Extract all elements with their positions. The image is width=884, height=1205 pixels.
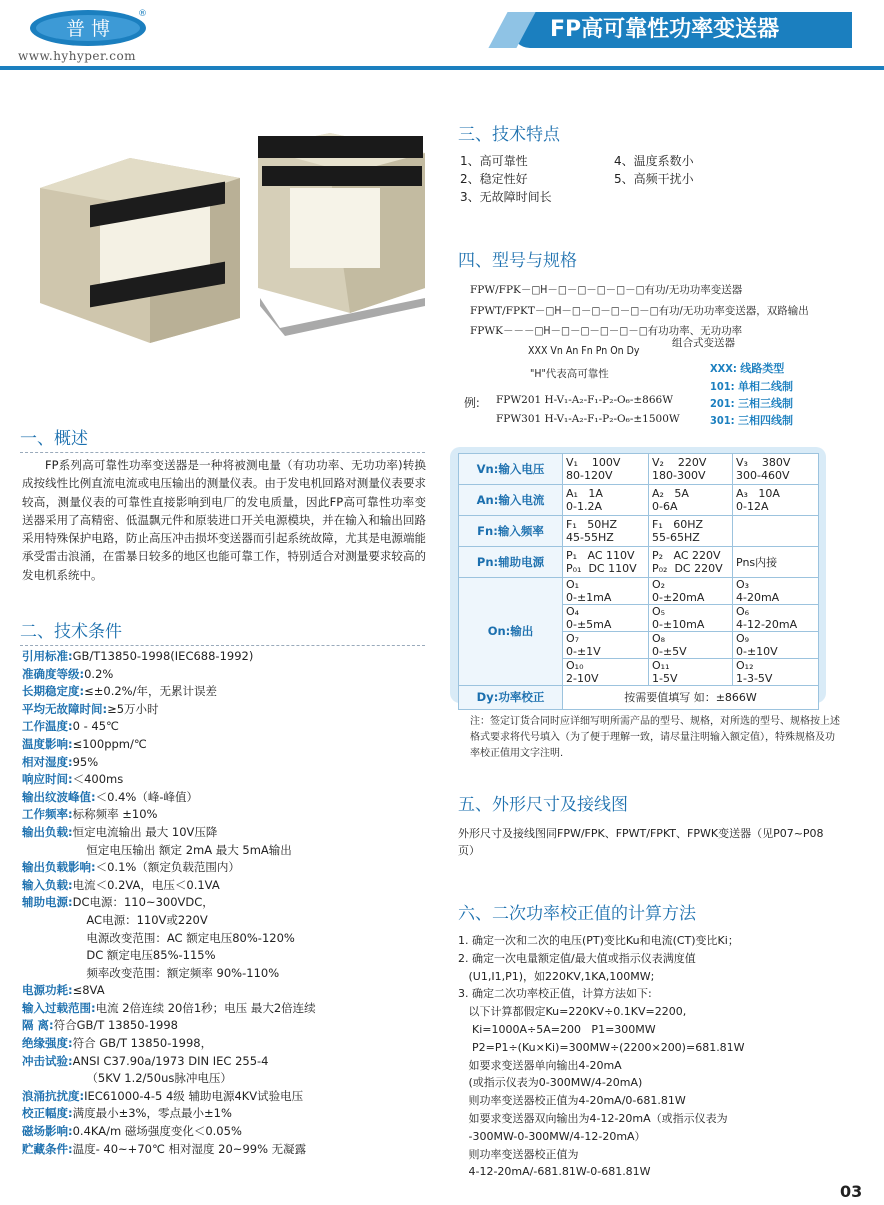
condition-value: GB/T13850-1998(IEC688-1992)	[72, 649, 254, 663]
example-label: 例:	[464, 396, 480, 410]
feature-item: 2、稳定性好	[460, 172, 528, 186]
spec-header: On:输出	[459, 578, 563, 686]
spec-cell: A₁ 1A 0-1.2A	[563, 485, 649, 516]
product-photo	[30, 128, 430, 343]
condition-key: 准确度等级:	[22, 666, 85, 681]
spec-cell: O₃ 4-20mA	[733, 578, 819, 605]
condition-row	[22, 1053, 432, 1071]
condition-row	[22, 683, 432, 701]
model-code: FPWK	[470, 325, 503, 337]
condition-row	[22, 1000, 432, 1018]
model-desc: 有功/无功功率变送器	[644, 284, 743, 296]
xxx-item: 201: 三相三线制	[710, 397, 794, 410]
calc-line: P2=P1÷(Ku×Ki)=300MW÷(2200×200)=681.81W	[458, 1040, 745, 1054]
condition-row	[22, 894, 432, 912]
condition-row	[22, 930, 432, 948]
model-pattern: －□H－□－□－□－□－□	[520, 284, 645, 296]
calc-line: 如要求变送器单向输出4-20mA	[458, 1058, 622, 1072]
condition-value: DC电源：110~300VDC，	[72, 895, 214, 910]
condition-key: 长期稳定度:	[22, 684, 85, 699]
spec-table-panel	[450, 447, 826, 703]
logo-mark: ®	[138, 9, 147, 19]
condition-value: ≥5万小时	[107, 701, 159, 716]
condition-row	[22, 1141, 432, 1159]
spec-cell: F₁ 60HZ 55-65HZ	[649, 516, 733, 547]
spec-cell: O₁₂ 1-3-5V	[733, 659, 819, 686]
condition-key: 校正幅度:	[22, 1106, 73, 1121]
spec-header: Vn:输入电压	[459, 454, 563, 485]
condition-value: 符合 GB/T 13850-1998，	[72, 1036, 213, 1051]
condition-key: 工作温度:	[22, 719, 73, 734]
feature-item: 5、高频干扰小	[614, 172, 694, 186]
condition-row	[22, 1070, 432, 1088]
condition-key: 贮藏条件:	[22, 1141, 73, 1156]
condition-key: 电源功耗:	[22, 983, 73, 998]
device-left	[40, 158, 240, 343]
calc-line: 1. 确定一次和二次的电压(PT)变比Ku和电流(CT)变比Ki；	[458, 934, 739, 947]
spec-cell: V₃ 380V 300-460V	[733, 454, 819, 485]
condition-value: ≤100ppm/℃	[72, 736, 147, 751]
condition-value: 电流＜0.2VA，电压＜0.1VA	[72, 877, 220, 892]
condition-key: 输出负载:	[22, 824, 73, 839]
condition-value: 温度- 40~+70℃ 相对湿度 20~99% 无凝露	[72, 1141, 307, 1156]
calc-line: Ki=1000A÷5A=200 P1=300MW	[458, 1022, 656, 1036]
condition-key: 输出负载影响:	[22, 860, 96, 875]
xxx-item: 301: 三相四线制	[710, 414, 794, 427]
example-line: FPW301 H-V₁-A₂-F₁-P₂-O₆-±1500W	[496, 413, 680, 425]
condition-row	[22, 1105, 432, 1123]
spec-cell: O₈ 0-±5V	[649, 632, 733, 659]
spec-header: Dy:功率校正	[459, 686, 563, 710]
condition-value: 电流 2倍连续 20倍1秒；电压 最大2倍连续	[95, 1000, 316, 1015]
xxx-item: 101: 单相二线制	[710, 380, 794, 393]
features-heading: 三、技术特点	[458, 125, 560, 145]
feature-item: 1、高可靠性	[460, 154, 528, 168]
condition-value: 0.4KA/m 磁场强度变化＜0.05%	[72, 1124, 242, 1139]
calc-line: 如要求变送器双向输出为4-12-20mA（或指示仪表为	[458, 1111, 728, 1125]
condition-key: 浪涌抗扰度:	[22, 1088, 85, 1103]
condition-row	[22, 1017, 432, 1035]
spec-cell: O₇ 0-±1V	[563, 632, 649, 659]
calc-line: (U1,I1,P1)，如220KV,1KA,100MW;	[458, 969, 655, 983]
condition-key: 平均无故障时间:	[22, 701, 108, 716]
spec-cell: O₁₀ 2-10V	[563, 659, 649, 686]
conditions-list	[22, 648, 432, 1158]
condition-value: 恒定电流输出 最大 10V压降	[72, 824, 218, 839]
spec-cell: A₃ 10A 0-12A	[733, 485, 819, 516]
condition-row	[22, 1123, 432, 1141]
condition-key: 输入过载范围:	[22, 1000, 96, 1015]
spec-cell: V₂ 220V 180-300V	[649, 454, 733, 485]
spec-header: Pn:辅助电源	[459, 547, 563, 578]
order-note: 注：签定订货合同时应详细写明所需产品的型号、规格，对所选的型号、规格按上述格式要求将代号填入（为了便于理解一致，请尽量注明输入额定值），特殊规格及功率校正值用文字注明.	[470, 716, 840, 759]
overview-text: FP系列高可靠性功率变送器是一种将被测电量（有功功率、无功功率)转换成按线性比例直流电流或电压输出的测量仪表。由于发电机回路对测量仪表要求较高，测量仪表的可靠性直接影响到电厂的发电质量，因此FP高可靠性功率变送器采用了高精密、低温飘元件和原装进口开关电源模块，并在输入和输出回路采用特殊保护电路，防止高压冲击损坏变送器而引起系统故障，尤其是电源端能承受雷击浪涌，在雷暴日较多的地区也能可靠工作，特别适合对测量要求较高的发电机系统中。	[22, 458, 426, 582]
dimensions-text: 外形尺寸及接线图同FPW/FPK、FPWT/FPKT、FPWK变送器（见P07~P08页）	[458, 827, 824, 857]
logo-text: 普 博	[65, 18, 111, 40]
condition-row	[22, 701, 432, 719]
calc-line: 4-12-20mA/-681.81W-0-681.81W	[458, 1165, 651, 1179]
spec-table	[458, 453, 819, 710]
calc-line: 以下计算都假定Ku=220KV÷0.1KV=2200,	[458, 1005, 687, 1019]
spec-cell: 按需要值填写 如：±866W	[563, 686, 819, 710]
condition-row	[22, 666, 432, 684]
condition-value: ≤8VA	[72, 983, 105, 998]
model-legend-letters: XXX Vn An Fn Pn On Dy	[528, 345, 640, 357]
condition-row	[22, 912, 432, 930]
condition-row	[22, 859, 432, 877]
model-desc: 有功功率、无功功率	[647, 325, 743, 337]
calc-line: 则功率变送器校正值为	[458, 1147, 579, 1161]
condition-key: 输出纹波峰值:	[22, 789, 96, 804]
condition-value: ＜0.4%（峰-峰值）	[95, 789, 198, 804]
condition-value: 标称频率 ±10%	[72, 807, 158, 822]
conditions-heading: 二、技术条件	[20, 617, 425, 646]
condition-key: 隔 离:	[22, 1018, 54, 1033]
model-code: FPW/FPK	[470, 284, 521, 296]
condition-value: 0.2%	[84, 666, 114, 681]
calc-line: 则功率变送器校正值为4-20mA/0-681.81W	[458, 1094, 686, 1108]
spec-header: Fn:输入频率	[459, 516, 563, 547]
calc-line: -300MW-0-300MW/4-12-20mA）	[458, 1129, 646, 1143]
condition-value: 电源改变范围：AC 额定电压80%-120%	[86, 930, 295, 945]
condition-value: 频率改变范围：额定频率 90%-110%	[86, 965, 280, 980]
condition-row	[22, 982, 432, 1000]
spec-cell: O₆ 4-12-20mA	[733, 605, 819, 632]
condition-value: DC 额定电压85%-115%	[86, 948, 216, 963]
condition-value: 满度最小±3%，零点最小±1%	[72, 1106, 232, 1121]
condition-key: 引用标准:	[22, 649, 73, 663]
model-pattern: －－－□H－□－□－□－□－□	[503, 325, 648, 337]
condition-row	[22, 806, 432, 824]
condition-row	[22, 771, 432, 789]
calc-heading: 六、二次功率校正值的计算方法	[458, 904, 696, 924]
condition-value: ANSI C37.90a/1973 DIN IEC 255-4	[72, 1053, 269, 1068]
models-heading: 四、型号与规格	[458, 251, 577, 271]
model-pattern: －□H－□－□－□－□－□	[534, 305, 659, 317]
condition-value: （5KV 1.2/50us脉冲电压）	[86, 1071, 232, 1086]
spec-cell: O₁₁ 1-5V	[649, 659, 733, 686]
condition-row	[22, 1088, 432, 1106]
condition-key: 绝缘强度:	[22, 1036, 73, 1051]
condition-row	[22, 824, 432, 842]
condition-value: ＜0.1%（额定负载范围内）	[95, 860, 240, 875]
spec-cell: V₁ 100V 80-120V	[563, 454, 649, 485]
condition-row	[22, 789, 432, 807]
model-code: FPWT/FPKT	[470, 305, 535, 317]
condition-row	[22, 754, 432, 772]
feature-item: 3、无故障时间长	[460, 190, 552, 204]
spec-cell: A₂ 5A 0-6A	[649, 485, 733, 516]
condition-key: 辅助电源:	[22, 895, 73, 910]
header-divider	[0, 66, 884, 70]
example-line: FPW201 H-V₁-A₂-F₁-P₂-O₆-±866W	[496, 394, 674, 406]
condition-key: 响应时间:	[22, 772, 73, 787]
spec-cell: O₁ 0-±1mA	[563, 578, 649, 605]
device-right	[258, 133, 425, 336]
condition-value: IEC61000-4-5 4级 辅助电源4KV试验电压	[84, 1088, 304, 1103]
condition-row	[22, 965, 432, 983]
spec-cell: P₂ AC 220V P₀₂ DC 220V	[649, 547, 733, 578]
condition-value: 95%	[72, 754, 99, 769]
condition-key: 输入负载:	[22, 877, 73, 892]
model-desc-cont: 组合式变送器	[672, 337, 735, 349]
xxx-item: XXX: 线路类型	[710, 362, 785, 375]
condition-row	[22, 736, 432, 754]
condition-row	[22, 947, 432, 965]
page-number: 03	[840, 1182, 863, 1201]
condition-value: 符合GB/T 13850-1998	[53, 1018, 178, 1033]
calc-steps	[458, 932, 848, 1181]
spec-cell: O₂ 0-±20mA	[649, 578, 733, 605]
spec-header: An:输入电流	[459, 485, 563, 516]
dimensions-heading: 五、外形尺寸及接线图	[458, 795, 628, 815]
condition-key: 冲击试验:	[22, 1053, 73, 1068]
spec-cell: Pns内接	[733, 547, 819, 578]
condition-row	[22, 877, 432, 895]
calc-line: 3. 确定二次功率校正值，计算方法如下:	[458, 987, 652, 1001]
condition-value: 0 - 45℃	[72, 719, 119, 734]
calc-line: 2. 确定一次电量额定值/最大值或指示仪表满度值	[458, 951, 696, 965]
feature-item: 4、温度系数小	[614, 154, 694, 168]
condition-key: 工作频率:	[22, 807, 73, 822]
condition-key: 温度影响:	[22, 736, 73, 751]
website: www.hyhyper.com	[18, 49, 137, 63]
h-note: "H"代表高可靠性	[530, 368, 609, 380]
condition-value: 恒定电压输出 额定 2mA 最大 5mA输出	[86, 842, 292, 857]
condition-value: AC电源：110V或220V	[86, 912, 208, 927]
condition-key: 磁场影响:	[22, 1124, 73, 1139]
spec-cell: O₅ 0-±10mA	[649, 605, 733, 632]
spec-cell: O₄ 0-±5mA	[563, 605, 649, 632]
spec-cell: F₁ 50HZ 45-55HZ	[563, 516, 649, 547]
spec-cell: O₉ 0-±10V	[733, 632, 819, 659]
model-desc: 有功/无功功率变送器，双路输出	[658, 305, 809, 317]
overview-heading: 一、概述	[20, 424, 425, 453]
condition-key: 相对湿度:	[22, 754, 73, 769]
condition-row	[22, 842, 432, 860]
page-title: FP高可靠性功率变送器	[512, 12, 852, 48]
spec-cell: P₁ AC 110V P₀₁ DC 110V	[563, 547, 649, 578]
condition-row	[22, 648, 432, 666]
condition-value: ＜400ms	[72, 772, 124, 787]
condition-row	[22, 718, 432, 736]
calc-line: (或指示仪表为0-300MW/4-20mA)	[458, 1076, 643, 1090]
condition-row	[22, 1035, 432, 1053]
condition-value: ≤±0.2%/年，无累计误差	[84, 684, 217, 699]
company-logo	[28, 8, 148, 48]
spec-cell	[733, 516, 819, 547]
